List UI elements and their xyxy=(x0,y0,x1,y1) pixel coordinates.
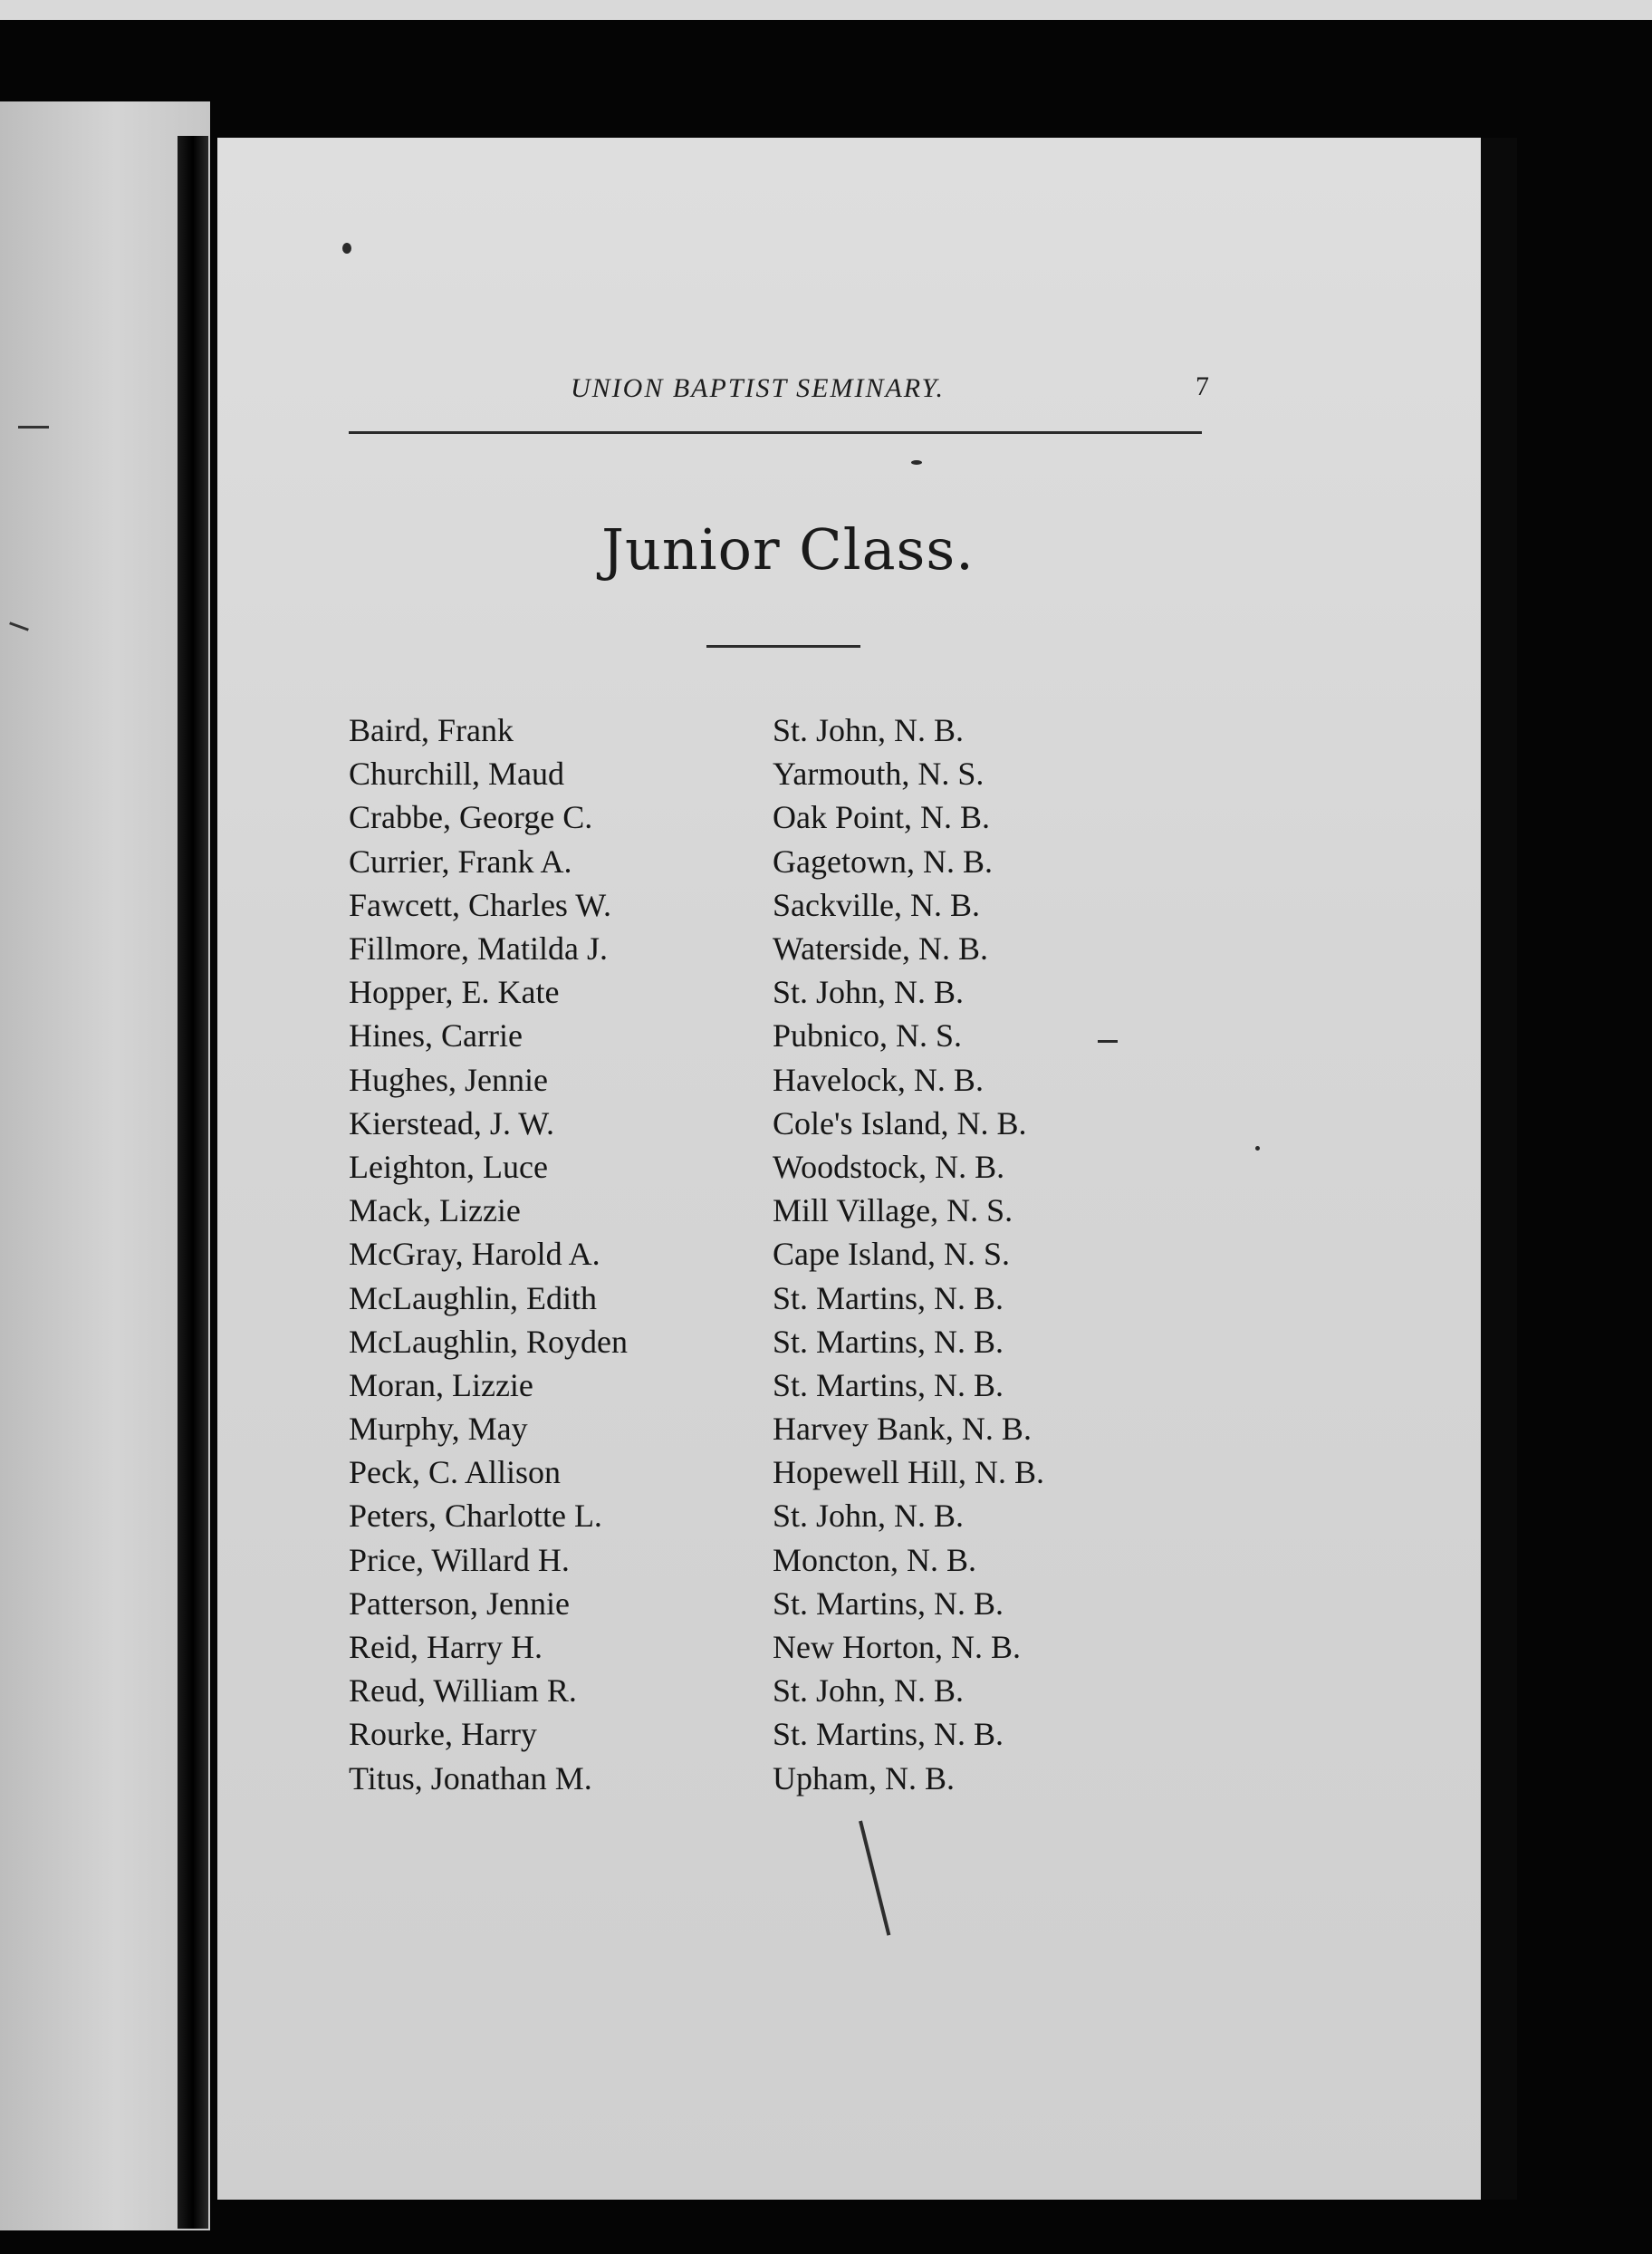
page-number: 7 xyxy=(1196,371,1209,401)
student-name: Crabbe, George C. xyxy=(349,799,593,836)
student-hometown: St. Martins, N. B. xyxy=(773,1279,1004,1316)
student-hometown: Yarmouth, N. S. xyxy=(773,756,984,793)
student-row xyxy=(349,1582,1254,1625)
student-row xyxy=(349,1757,1254,1800)
student-name: Rourke, Harry xyxy=(349,1716,537,1753)
student-hometown: Mill Village, N. S. xyxy=(773,1192,1013,1229)
header-rule xyxy=(349,431,1202,434)
student-name: Leighton, Luce xyxy=(349,1148,548,1185)
student-row xyxy=(349,1363,1254,1407)
student-hometown: Cape Island, N. S. xyxy=(773,1236,1010,1273)
student-hometown: St. John, N. B. xyxy=(773,1672,965,1710)
student-row xyxy=(349,1276,1254,1319)
title-rule xyxy=(706,645,860,648)
student-row xyxy=(349,1625,1254,1669)
student-hometown: St. Martins, N. B. xyxy=(773,1716,1004,1753)
student-row xyxy=(349,1320,1254,1363)
student-hometown: Havelock, N. B. xyxy=(773,1061,984,1098)
student-name: Murphy, May xyxy=(349,1411,528,1448)
student-name: Reud, William R. xyxy=(349,1672,577,1710)
book-gutter xyxy=(178,136,208,2229)
student-name: Hughes, Jennie xyxy=(349,1061,548,1098)
student-name: McLaughlin, Royden xyxy=(349,1323,628,1360)
student-row xyxy=(349,1712,1254,1756)
student-name: Hopper, E. Kate xyxy=(349,974,560,1011)
student-name: Reid, Harry H. xyxy=(349,1629,543,1666)
student-row xyxy=(349,1014,1254,1057)
scan-top-strip xyxy=(0,0,1652,20)
student-row xyxy=(349,708,1254,752)
student-row xyxy=(349,1450,1254,1494)
student-name: Moran, Lizzie xyxy=(349,1366,533,1403)
student-row xyxy=(349,840,1254,883)
student-name: Titus, Jonathan M. xyxy=(349,1759,592,1796)
student-name: Peters, Charlotte L. xyxy=(349,1498,602,1535)
student-name: McGray, Harold A. xyxy=(349,1236,600,1273)
student-name: Churchill, Maud xyxy=(349,756,564,793)
student-hometown: St. John, N. B. xyxy=(773,974,965,1011)
student-row xyxy=(349,1538,1254,1582)
student-row xyxy=(349,970,1254,1014)
running-title: UNION BAPTIST SEMINARY. xyxy=(571,373,945,403)
student-name: Peck, C. Allison xyxy=(349,1454,562,1491)
student-hometown: St. John, N. B. xyxy=(773,1498,965,1535)
student-row xyxy=(349,1232,1254,1276)
student-row xyxy=(349,1494,1254,1537)
student-name: Baird, Frank xyxy=(349,712,514,749)
student-row xyxy=(349,1145,1254,1189)
student-hometown: St. Martins, N. B. xyxy=(773,1323,1004,1360)
student-hometown: Gagetown, N. B. xyxy=(773,843,993,880)
student-name: Fawcett, Charles W. xyxy=(349,886,611,923)
student-name: Patterson, Jennie xyxy=(349,1585,570,1622)
student-name: Price, Willard H. xyxy=(349,1541,570,1578)
student-name: Kierstead, J. W. xyxy=(349,1104,554,1141)
student-hometown: Pubnico, N. S. xyxy=(773,1017,963,1055)
student-name: Currier, Frank A. xyxy=(349,843,572,880)
ink-speck xyxy=(911,460,922,465)
student-hometown: Moncton, N. B. xyxy=(773,1541,976,1578)
student-hometown: Hopewell Hill, N. B. xyxy=(773,1454,1044,1491)
student-hometown: Cole's Island, N. B. xyxy=(773,1104,1027,1141)
student-hometown: Harvey Bank, N. B. xyxy=(773,1411,1032,1448)
student-roster xyxy=(349,708,1254,1800)
student-hometown: Upham, N. B. xyxy=(773,1759,955,1796)
student-hometown: St. John, N. B. xyxy=(773,712,965,749)
student-row xyxy=(349,1058,1254,1102)
student-row xyxy=(349,1669,1254,1712)
student-row xyxy=(349,1189,1254,1232)
ink-speck xyxy=(1255,1146,1260,1151)
student-name: Mack, Lizzie xyxy=(349,1192,521,1229)
student-hometown: St. Martins, N. B. xyxy=(773,1585,1004,1622)
student-name: Fillmore, Matilda J. xyxy=(349,930,608,968)
student-row xyxy=(349,752,1254,795)
student-hometown: St. Martins, N. B. xyxy=(773,1366,1004,1403)
student-hometown: Waterside, N. B. xyxy=(773,930,989,968)
student-hometown: Oak Point, N. B. xyxy=(773,799,991,836)
student-row xyxy=(349,883,1254,927)
student-name: McLaughlin, Edith xyxy=(349,1279,597,1316)
ink-speck xyxy=(342,243,351,254)
page-right-edge xyxy=(1481,138,1517,2200)
student-hometown: Woodstock, N. B. xyxy=(773,1148,1005,1185)
student-row xyxy=(349,1407,1254,1450)
facing-page-mark xyxy=(18,426,49,429)
student-row xyxy=(349,795,1254,839)
section-title: Junior Class. xyxy=(601,516,975,583)
student-row xyxy=(349,1102,1254,1145)
student-row xyxy=(349,927,1254,970)
student-name: Hines, Carrie xyxy=(349,1017,523,1055)
student-hometown: New Horton, N. B. xyxy=(773,1629,1021,1666)
student-hometown: Sackville, N. B. xyxy=(773,886,980,923)
